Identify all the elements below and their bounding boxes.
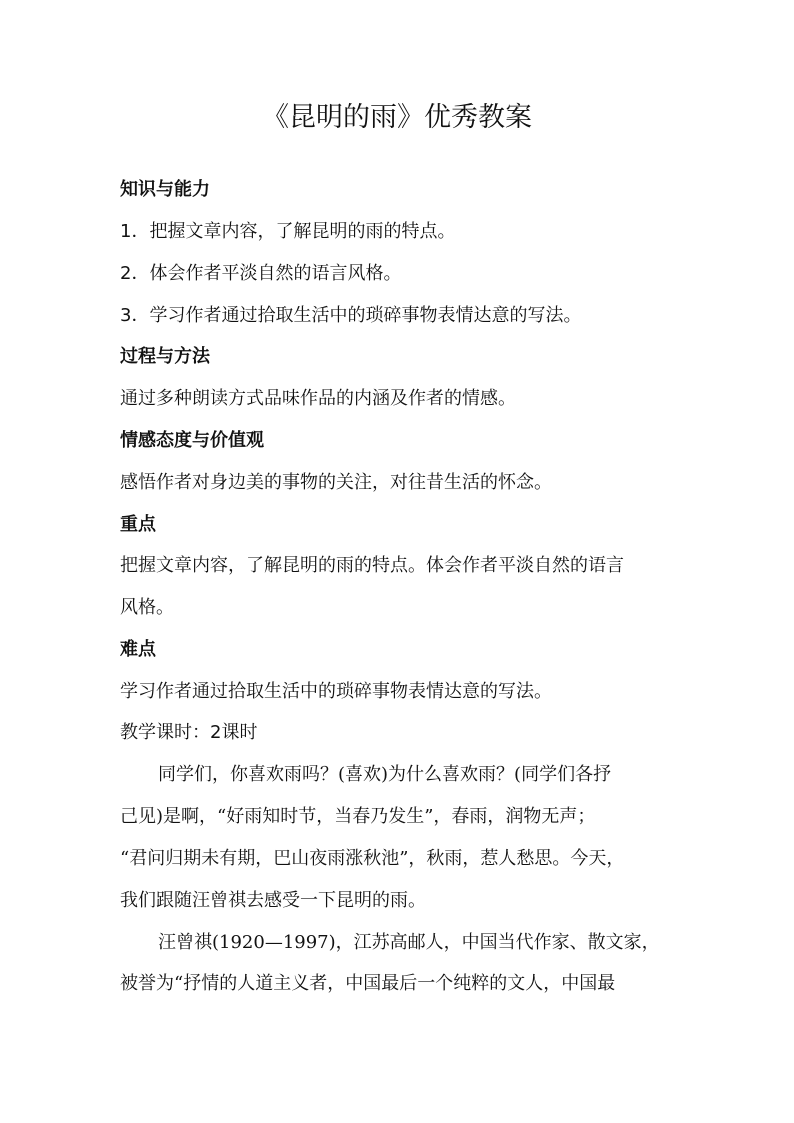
intro-paragraph-line-1: 同学们，你喜欢雨吗？(喜欢)为什么喜欢雨？(同学们各抒	[158, 764, 612, 785]
intro-paragraph-line-4: 我们跟随汪曾祺去感受一下昆明的雨。	[120, 890, 426, 911]
author-paragraph-line-1: 汪曾祺(1920—1997)，江苏高邮人，中国当代作家、散文家，	[158, 932, 660, 953]
class-hours: 教学课时：2课时	[120, 722, 258, 743]
intro-paragraph-line-3: “君问归期未有期，巴山夜雨涨秋池”，秋雨，惹人愁思。今天，	[120, 848, 625, 869]
knowledge-item-2: 2．体会作者平淡自然的语言风格。	[120, 263, 402, 284]
heading-emotion: 情感态度与价值观	[120, 430, 264, 451]
knowledge-item-1: 1．把握文章内容，了解昆明的雨的特点。	[120, 221, 456, 242]
heading-key-point: 重点	[120, 514, 156, 535]
key-point-text-line-2: 风格。	[120, 597, 174, 618]
process-text: 通过多种朗读方式品味作品的内涵及作者的情感。	[120, 388, 516, 409]
difficulty-text: 学习作者通过拾取生活中的琐碎事物表情达意的写法。	[120, 681, 552, 702]
heading-process: 过程与方法	[120, 346, 210, 367]
author-paragraph-line-2: 被誉为“抒情的人道主义者，中国最后一个纯粹的文人，中国最	[120, 973, 616, 994]
emotion-text: 感悟作者对身边美的事物的关注，对往昔生活的怀念。	[120, 472, 552, 493]
document-title: 《昆明的雨》优秀教案	[262, 102, 532, 133]
intro-paragraph-line-2: 己见)是啊，“好雨知时节，当春乃发生”，春雨，润物无声；	[120, 806, 596, 827]
knowledge-item-3: 3．学习作者通过拾取生活中的琐碎事物表情达意的写法。	[120, 305, 582, 326]
key-point-text-line-1: 把握文章内容，了解昆明的雨的特点。体会作者平淡自然的语言	[120, 555, 624, 576]
heading-difficulty: 难点	[120, 639, 156, 660]
heading-knowledge: 知识与能力	[120, 179, 210, 200]
